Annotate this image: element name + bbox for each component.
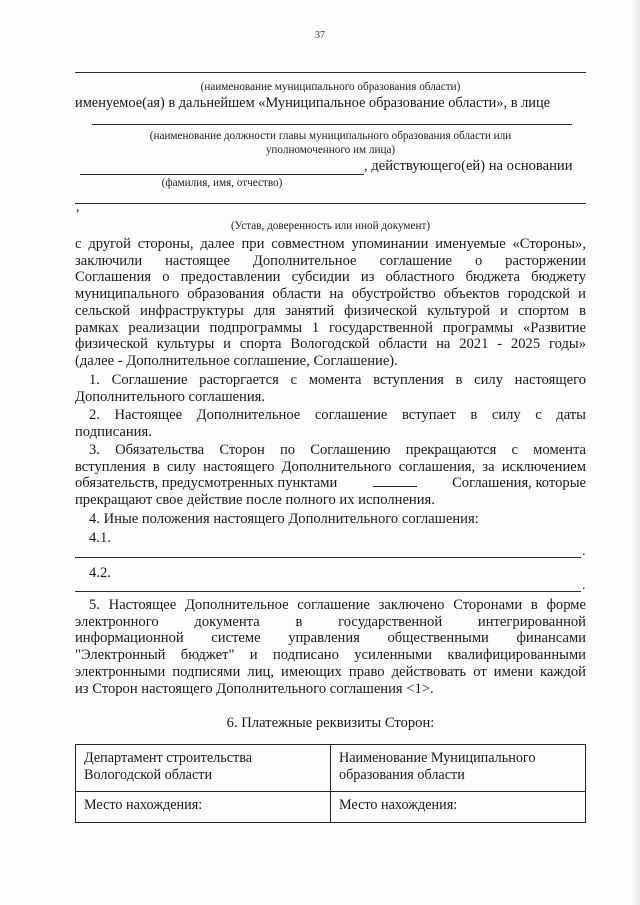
- blank-line-full-name: [80, 174, 364, 175]
- preamble-line: муниципального образования области на обустройство объектов городской и: [75, 286, 586, 303]
- clause-3-text-after-blank: Соглашения, которые: [452, 475, 586, 492]
- caption-head-position-1: (наименование должности главы муниципального образования области или: [149, 130, 512, 142]
- table-row: [76, 792, 586, 823]
- caption-municipality-name: (наименование муниципального образования области): [200, 81, 461, 93]
- table-cell: Место нахождения:: [331, 792, 586, 823]
- preamble-line: заключили настоящее Дополнительное соглашение о расторжении: [75, 252, 586, 269]
- scan-edge-shadow: [632, 0, 640, 905]
- blank-line-4-2: [75, 591, 581, 592]
- clause-3-text-before-blank: обязательств, предусмотренных пунктами: [75, 475, 338, 492]
- caption-full-name: (фамилия, имя, отчество): [161, 177, 283, 189]
- clause-2-line: подписания.: [75, 423, 152, 440]
- requisites-table: [75, 744, 586, 823]
- clause-4-title: 4. Иные положения настоящего Дополнительного соглашения:: [89, 511, 479, 527]
- clause-5-line: 5. Настоящее Дополнительное соглашение заключено Сторонами в форме: [89, 597, 586, 613]
- clause-5-line: из Сторон настоящего Дополнительного соглашения <1>.: [75, 680, 434, 697]
- clause-5-line: "Электронный бюджет" и подписано усиленными квалифицированными: [75, 647, 586, 664]
- table-row: [76, 745, 586, 792]
- clause-2-line: 2. Настоящее Дополнительное соглашение вступает в силу с даты: [89, 407, 586, 423]
- preamble-line: рамках реализации подпрограммы 1 государственной программы «Развитие: [75, 319, 586, 336]
- period-mark: .: [582, 578, 586, 593]
- table-cell: Департамент строительства Вологодской области: [76, 745, 331, 792]
- clause-5-line: электронного документа в государственной интегрированной: [75, 613, 586, 630]
- clause-5-line: электронными подписями лиц, имеющих право действовать от имени каждой: [75, 663, 586, 680]
- clause-3-line: [75, 475, 586, 492]
- preamble-line: с другой стороны, далее при совместном упоминании именуемые «Стороны»,: [75, 236, 586, 252]
- period-mark: .: [582, 544, 586, 559]
- preamble-line: сельской инфраструктуры для занятий физической культурой и спортом в: [75, 302, 586, 319]
- table-cell: Место нахождения:: [76, 792, 331, 823]
- clause-4-1-label: 4.1.: [89, 530, 111, 546]
- clause-1-line: Дополнительного соглашения.: [75, 388, 266, 405]
- blank-line-head-position: [92, 124, 572, 125]
- comma-mark: ,: [76, 200, 80, 215]
- acting-basis-text: , действующего(ей) на основании: [364, 158, 573, 174]
- clause-1-line: 1. Соглашение расторгается с момента вступления в силу настоящего: [89, 372, 586, 388]
- page-number: 37: [315, 30, 325, 41]
- preamble-line: физической культуры и спорта Вологодской области на 2021 - 2025 годы»: [75, 336, 586, 353]
- blank-line-municipality: [75, 72, 586, 73]
- clause-3-blank-field: [373, 475, 417, 487]
- named-as-line: именуемое(ая) в дальнейшем «Муниципальное образование области», в лице: [75, 95, 551, 111]
- table-cell: Наименование Муниципального образования области: [331, 745, 586, 792]
- caption-basis-doc: (Устав, доверенность или иной документ): [230, 220, 431, 232]
- blank-line-basis-doc: [75, 203, 586, 204]
- clause-3-line: прекращают свое действие после полного их исполнения.: [75, 492, 435, 509]
- clause-3-line: вступления в силу настоящего Дополнительного соглашения, за исключением: [75, 458, 586, 475]
- clause-5-line: информационной системе управления общественными финансами: [75, 630, 586, 647]
- caption-head-position-2: уполномоченного им лица): [265, 144, 396, 156]
- clause-4-2-label: 4.2.: [89, 565, 111, 581]
- section-6-title: 6. Платежные реквизиты Сторон:: [226, 715, 435, 731]
- preamble-line: (далее - Дополнительное соглашение, Соглашение).: [75, 352, 398, 369]
- clause-3-line: 3. Обязательства Сторон по Соглашению прекращаются с момента: [89, 442, 586, 458]
- preamble-line: Соглашения о предоставлении субсидии из областного бюджета бюджету: [75, 269, 586, 286]
- blank-line-4-1: [75, 557, 581, 558]
